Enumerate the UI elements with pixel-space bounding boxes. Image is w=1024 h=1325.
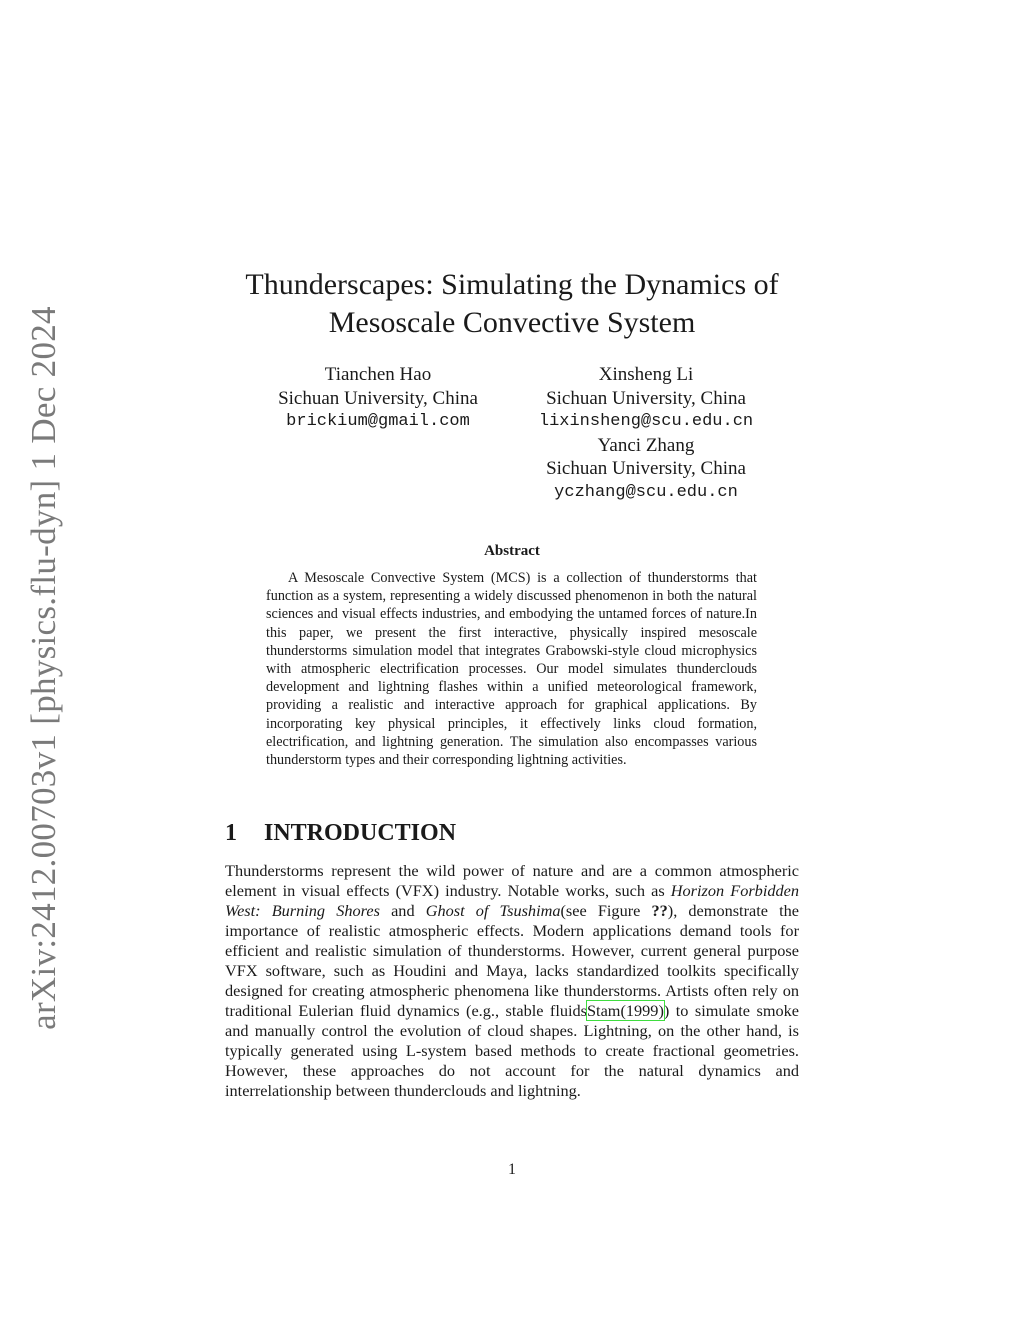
author-affiliation: Sichuan University, China [278,387,478,409]
author-affiliation: Sichuan University, China [546,458,746,479]
intro-text-part-1: Thunderstorms represent the wild power of nature and are a common atmospheric element in visual effects (VFX) industry. Notable works, such as [225,861,799,900]
abstract-heading: Abstract [484,543,540,559]
intro-text-see-figure: (see Figure [560,901,652,920]
arxiv-identifier-stamp: arXiv:2412.00703v1 [physics.flu-dyn] 1 Dec 2024 [24,306,63,1030]
intro-text-part-3: ) to simulate smoke and manually control the evolution of cloud shapes. Lightning, on the other hand, is typically generated using L-system based methods to create fractional geometries. However, these approaches do not account for the natural dynamics and interrelationship between thunderclouds and lightning. [225,1001,799,1100]
page-number: 1 [508,1161,516,1178]
author-email[interactable]: brickium@gmail.com [286,412,470,431]
section-number: 1 [225,820,237,846]
author-name: Yanci Zhang [597,434,695,456]
abstract-text: A Mesoscale Convective System (MCS) is a collection of thunderstorms that function as a system, representing a widely discussed phenomenon in both the natural sciences and visual effects industries, and embodying the untamed forces of nature.In this paper, we present the first interactive, physically inspired mesoscale thunderstorms simulation model that integrates Grabowski-style cloud microphysics with atmospheric electrification processes. Our model simulates thunderclouds development and lightning flashes within a unified meteorological framework, providing a realistic and interactive approach for graphical applications. By incorporating key physical principles, it effectively links cloud formation, electrification, and lightning generation. The simulation also encompasses various thunderstorm types and their corresponding lightning activities. [266,570,757,769]
author-block-1 [258,363,498,434]
paper-title-line-2: Mesoscale Convective System [328,306,696,339]
section-title: INTRODUCTION [264,820,457,846]
citation-link-stam-1999[interactable]: Stam(1999) [587,1001,664,1020]
introduction-paragraph [225,861,799,1101]
author-name: Xinsheng Li [598,364,694,385]
author-name: Tianchen Hao [324,364,432,385]
game-title-ghost: Ghost of Tsushima [425,901,561,920]
paper-title [190,266,834,342]
author-block-2 [524,363,768,504]
intro-text-and: and [379,901,426,920]
section-heading-introduction [225,818,456,848]
game-title-horizon: Horizon Forbidden West: Burning Shores [225,881,799,920]
author-email[interactable]: yczhang@scu.edu.cn [554,482,738,502]
intro-text-part-2: ), demonstrate the importance of realistic atmospheric effects. Modern applications demand tools for efficient and realistic simulation of thunderstorms. However, current general purpose VFX software, such as Houdini and Maya, lacks standardized toolkits specifically designed for creating atmospheric phenomena like thunderstorms. Artists often rely on traditional Eulerian fluid dynamics (e.g., stable fluids [225,901,800,1020]
author-email[interactable]: lixinsheng@scu.edu.cn [538,412,754,431]
author-affiliation: Sichuan University, China [546,387,746,409]
paper-title-line-1: Thunderscapes: Simulating the Dynamics of [245,268,779,301]
figure-reference-link[interactable]: ?? [651,901,668,920]
